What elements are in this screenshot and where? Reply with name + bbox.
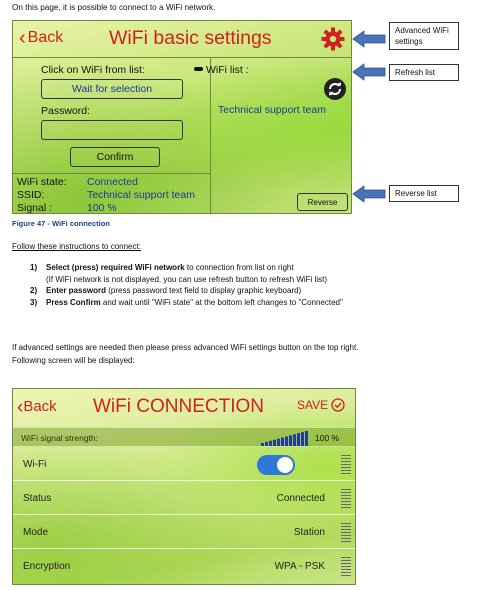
screen2-header — [13, 389, 356, 425]
wifi-list-label-text: WiFi list : — [206, 64, 249, 76]
callout-reverse: Reverse list — [389, 185, 459, 202]
signal-strength-row — [13, 427, 356, 447]
save-button[interactable] — [297, 398, 345, 412]
step-item: 3) Press Confirm and wait until "WiFi state" at the bottom left changes to "Connected" — [30, 297, 343, 307]
mode-row — [13, 517, 356, 549]
instructions-heading: Follow these instructions to connect: — [12, 242, 141, 251]
intro-text: On this page, it is possible to connect to a WiFi network. — [12, 3, 216, 12]
wifi-list-panel — [206, 58, 352, 214]
back-label: Back — [27, 29, 64, 46]
figure-caption: Figure 47 - WiFi connection — [12, 219, 110, 228]
advanced-settings-button[interactable] — [321, 27, 345, 51]
back-button[interactable] — [17, 397, 57, 419]
drag-handle-icon — [341, 489, 351, 509]
status-value: Technical support team — [87, 189, 195, 201]
password-label: Password: — [41, 105, 91, 117]
refresh-list-button[interactable] — [324, 78, 346, 100]
screen1-header — [13, 21, 352, 58]
signal-bar — [305, 431, 308, 446]
refresh-icon — [324, 78, 346, 100]
check-circle-icon — [331, 398, 345, 412]
callout-advanced: Advanced WiFi settings — [389, 22, 459, 50]
status-row — [17, 202, 117, 214]
row-key: Encryption — [23, 561, 71, 572]
wait-for-selection-button[interactable]: Wait for selection — [41, 79, 183, 99]
status-row — [17, 176, 138, 188]
row-key: Status — [23, 493, 52, 504]
wifi-label: Wi-Fi — [23, 459, 47, 470]
wifi-list-item[interactable]: Technical support team — [218, 104, 326, 116]
signal-bar — [269, 441, 272, 446]
save-label: SAVE — [297, 398, 329, 412]
step-item: 2) Enter password (press password text field to display graphic keyboard) — [30, 286, 302, 295]
selection-panel — [13, 58, 211, 214]
signal-bar — [273, 440, 276, 446]
signal-bar — [297, 433, 300, 446]
signal-strength-label: WiFi signal strength: — [21, 433, 98, 443]
click-wifi-label: Click on WiFi from list: — [41, 64, 145, 76]
signal-bars-icon — [261, 430, 311, 446]
signal-bar — [277, 439, 280, 446]
step-item: (If WiFi network is not displayed, you can use refresh button to refresh WiFi list) — [46, 274, 327, 284]
signal-bar — [281, 438, 284, 446]
arrow-icon — [352, 185, 386, 203]
chevron-left-icon: ‹ — [19, 27, 26, 49]
chevron-left-icon: ‹ — [17, 397, 24, 418]
status-value: 100 % — [87, 202, 117, 214]
signal-bar — [289, 435, 292, 446]
row-value[interactable]: WPA - PSK — [274, 561, 325, 572]
gear-icon — [321, 27, 345, 51]
confirm-button[interactable]: Confirm — [70, 147, 160, 167]
status-key: WiFi state: — [17, 176, 67, 188]
row-value[interactable]: Station — [293, 527, 325, 538]
drag-handle-icon — [341, 455, 351, 475]
instruction-steps — [30, 262, 490, 308]
status-key: SSID: — [17, 189, 45, 201]
signal-bar — [261, 443, 264, 446]
page-title: WiFi basic settings — [109, 27, 272, 49]
status-row — [13, 483, 356, 515]
status-key: Signal : — [17, 202, 53, 214]
signal-bar — [301, 432, 304, 446]
reverse-list-button[interactable]: Reverse — [297, 193, 348, 211]
wifi-list-label — [194, 64, 249, 76]
wifi-toggle[interactable] — [257, 455, 295, 475]
status-value: Connected — [87, 176, 138, 188]
arrow-icon — [352, 63, 386, 81]
advanced-text-line: If advanced settings are needed then please press advanced WiFi settings button on the top right. — [12, 343, 359, 352]
step-item: 1) Select (press) required WiFi network to connection from list on right — [30, 263, 294, 272]
advanced-text-line: Following screen will be displayed: — [12, 356, 135, 365]
signal-bar — [293, 434, 296, 446]
row-key: Mode — [23, 527, 49, 538]
drag-handle-icon — [341, 557, 351, 577]
drag-handle-icon — [341, 523, 351, 543]
arrow-icon — [352, 30, 386, 48]
back-button[interactable] — [19, 27, 63, 50]
wifi-toggle-row — [13, 449, 356, 481]
password-input[interactable] — [41, 120, 183, 140]
page-title: WiFi CONNECTION — [93, 396, 264, 417]
wifi-connection-screen — [12, 388, 356, 585]
back-label: Back — [23, 398, 57, 415]
signal-bar — [265, 442, 268, 446]
signal-strength-value: 100 % — [315, 433, 340, 443]
status-row — [17, 189, 195, 201]
wifi-basic-settings-screen — [12, 20, 352, 214]
status-box — [13, 173, 211, 214]
pointer-icon — [194, 67, 203, 71]
row-value: Connected — [276, 493, 325, 504]
toggle-knob — [277, 457, 293, 473]
signal-bar — [285, 436, 288, 446]
callout-refresh: Refresh list — [389, 64, 459, 81]
encryption-row — [13, 551, 356, 583]
